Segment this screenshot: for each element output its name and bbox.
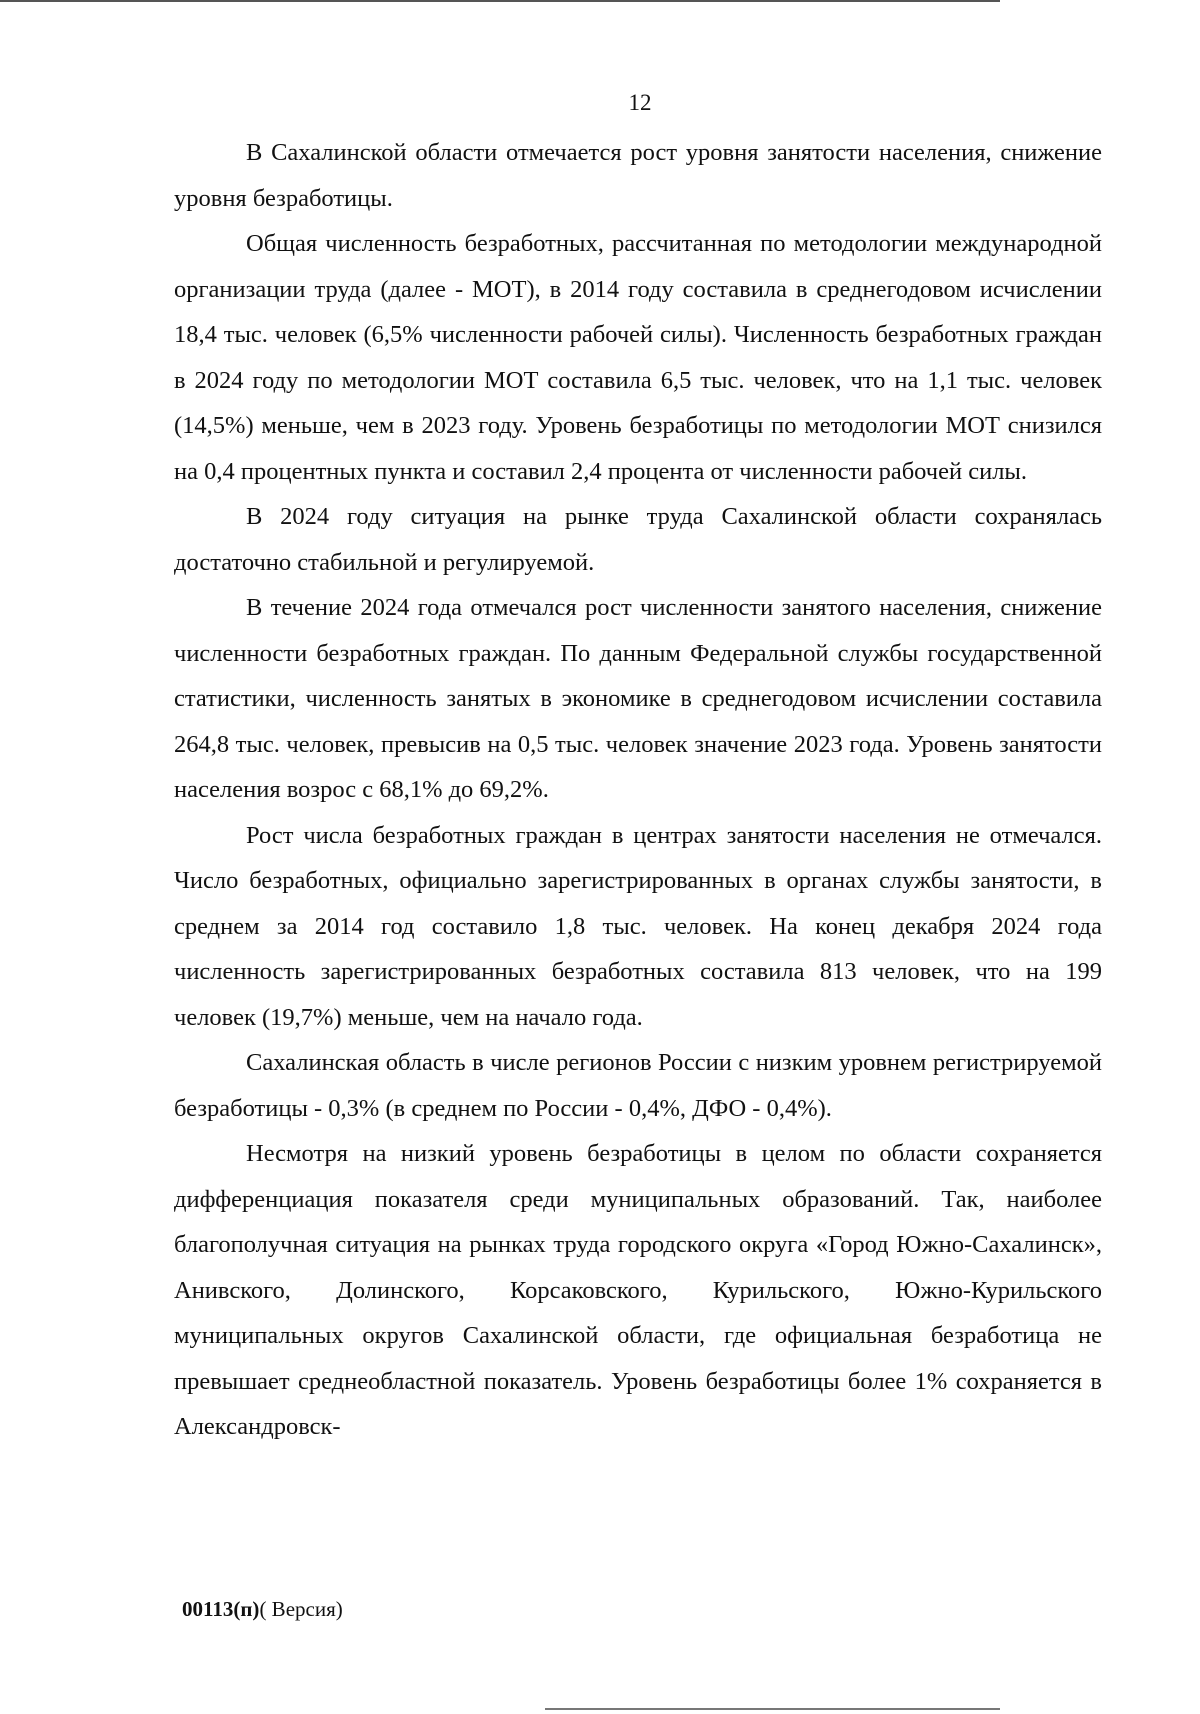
scan-edge-top <box>0 0 1000 2</box>
page-number: 12 <box>628 90 652 115</box>
footer-version: ( Версия) <box>259 1597 343 1621</box>
document-footer <box>182 1597 343 1622</box>
paragraph-employment-growth: В Сахалинской области отмечается рост уровня занятости населения, снижение уровня безработицы. <box>174 139 1102 212</box>
paragraph-registered-unemployed: Рост числа безработных граждан в центрах занятости населения не отмечался. Число безработных, официально зарегистрированных в органах службы занятости, в среднем за 2014 год составило 1,8 тыс. человек. На конец декабря 2024 года численность зарегистрированных безработных составила 813 человек, что на 199 человек (19,7%) меньше, чем на начало года. <box>174 821 1102 1031</box>
paragraph-municipal-differentiation: Несмотря на низкий уровень безработицы в целом по области сохраняется дифференциация показателя среди муниципальных образований. Так, наиболее благополучная ситуация на рынках труда городского округа «Город Южно-Сахалинск», Анивского, Долинского, Корсаковского, Курильского, Южно-Курильского муниципальных округов Сахалинской области, где официальная безработица не превышает среднеобластной показатель. Уровень безработицы более 1% сохраняется в Александровск- <box>174 1140 1102 1440</box>
paragraph-ilo-unemployment: Общая численность безработных, рассчитанная по методологии международной организации труда (далее - МОТ), в 2014 году составила в среднегодовом исчислении 18,4 тыс. человек (6,5% численности рабочей силы). Численность безработных граждан в 2024 году по методологии МОТ составила 6,5 тыс. человек, что на 1,1 тыс. человек (14,5%) меньше, чем в 2023 году. Уровень безработицы по методологии МОТ снизился на 0,4 процентных пункта и составил 2,4 процента от численности рабочей силы. <box>174 230 1102 485</box>
paragraph-employed-population: В течение 2024 года отмечался рост численности занятого населения, снижение численности безработных граждан. По данным Федеральной службы государственной статистики, численность занятых в экономике в среднегодовом исчислении составила 264,8 тыс. человек, превысив на 0,5 тыс. человек значение 2023 года. Уровень занятости населения возрос с 68,1% до 69,2%. <box>174 594 1102 803</box>
paragraph-labor-market-stability: В 2024 году ситуация на рынке труда Сахалинской области сохранялась достаточно стабильной и регулируемой. <box>174 503 1102 576</box>
document-body <box>174 130 1102 1450</box>
scan-edge-bottom <box>545 1708 1000 1710</box>
paragraph-region-comparison: Сахалинская область в числе регионов России с низким уровнем регистрируемой безработицы - 0,3% (в среднем по России - 0,4%, ДФО - 0,4%). <box>174 1049 1102 1122</box>
footer-doc-code: 00113(п) <box>182 1597 260 1621</box>
